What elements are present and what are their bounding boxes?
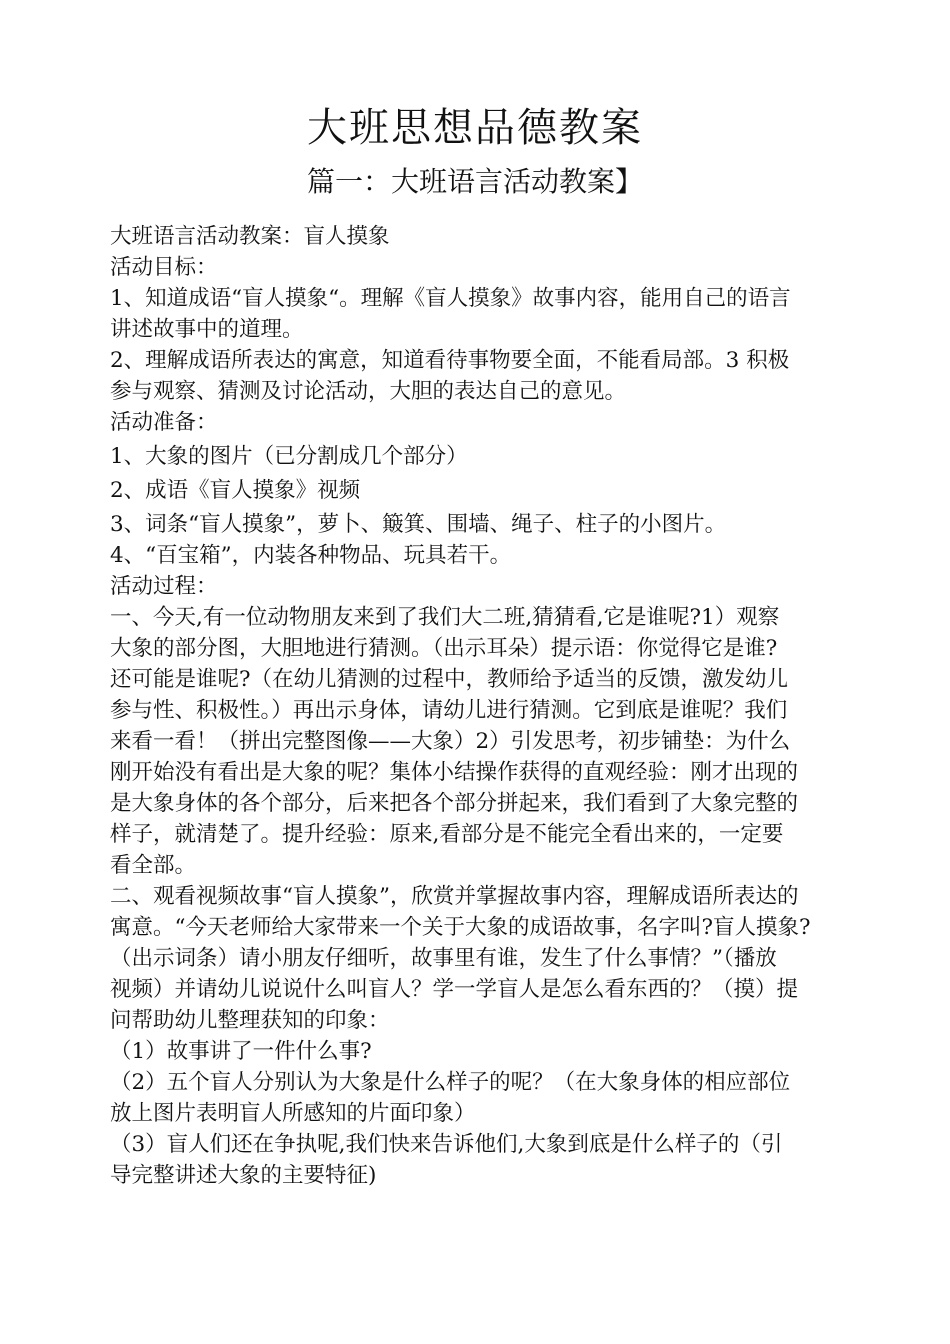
text-line: 3、词条“盲人摸象”，萝卜、簸箕、围墙、绳子、柱子的小图片。 bbox=[110, 512, 727, 537]
text-line: 1、知道成语“盲人摸象“。理解《盲人摸象》故事内容，能用自己的语言 bbox=[110, 286, 791, 311]
text-line: 视频）并请幼儿说说什么叫盲人？学一学盲人是怎么看东西的？（摸）提 bbox=[110, 977, 799, 1002]
text-line: （出示词条）请小朋友仔细听，故事里有谁，发生了什么事情？”（播放 bbox=[110, 946, 777, 971]
text-line: 活动过程： bbox=[110, 574, 218, 599]
text-line: （1）故事讲了一件什么事? bbox=[110, 1039, 372, 1064]
text-line: 寓意。“今天老师给大家带来一个关于大象的成语故事，名字叫?盲人摸象? bbox=[110, 915, 811, 940]
text-line: 样子，就清楚了。提升经验：原来,看部分是不能完全看出来的，一定要 bbox=[110, 822, 784, 847]
text-line: 参与性、积极性。）再出示身体，请幼儿进行猜测。它到底是谁呢？我们 bbox=[110, 698, 788, 723]
text-line: 参与观察、猜测及讨论活动，大胆的表达自己的意见。 bbox=[110, 379, 627, 404]
text-line: 还可能是谁呢?（在幼儿猜测的过程中，教师给予适当的反馈，激发幼儿 bbox=[110, 667, 789, 692]
text-line: 大班语言活动教案：盲人摸象 bbox=[110, 224, 390, 249]
text-line: （3）盲人们还在争执呢,我们快来告诉他们,大象到底是什么样子的（引 bbox=[110, 1132, 783, 1157]
text-line: 活动准备： bbox=[110, 410, 218, 435]
text-line: 2、理解成语所表达的寓意，知道看待事物要全面，不能看局部。3 积极 bbox=[110, 348, 790, 373]
document-title: 大班思想品德教案 bbox=[307, 105, 643, 151]
text-line: 讲述故事中的道理。 bbox=[110, 317, 304, 342]
text-line: 放上图片表明盲人所感知的片面印象） bbox=[110, 1101, 476, 1126]
text-line: 2、成语《盲人摸象》视频 bbox=[110, 478, 361, 503]
text-line: 二、观看视频故事“盲人摸象”，欣赏并掌握故事内容，理解成语所表达的 bbox=[110, 884, 799, 909]
text-line: 大象的部分图，大胆地进行猜测。（出示耳朵）提示语：你觉得它是谁? bbox=[110, 636, 778, 661]
text-line: （2）五个盲人分别认为大象是什么样子的呢？（在大象身体的相应部位 bbox=[110, 1070, 791, 1095]
document-body bbox=[110, 221, 870, 1191]
text-line: 是大象身体的各个部分，后来把各个部分拼起来，我们看到了大象完整的 bbox=[110, 791, 799, 816]
document-subtitle: 篇一：大班语言活动教案】 bbox=[306, 165, 643, 198]
text-line: 4、“百宝箱”，内装各种物品、玩具若干。 bbox=[110, 543, 512, 568]
text-line: 活动目标： bbox=[110, 255, 218, 280]
text-line: 看全部。 bbox=[110, 853, 197, 878]
text-line: 一、今天,有一位动物朋友来到了我们大二班,猜猜看,它是谁呢?1）观察 bbox=[110, 605, 780, 630]
text-line: 来看一看！（拼出完整图像——大象）2）引发思考，初步铺垫：为什么 bbox=[110, 729, 791, 754]
text-line: 导完整讲述大象的主要特征) bbox=[110, 1163, 377, 1188]
text-line: 刚开始没有看出是大象的呢？集体小结操作获得的直观经验：刚才出现的 bbox=[110, 760, 799, 785]
text-line: 1、大象的图片（已分割成几个部分） bbox=[110, 444, 468, 469]
text-line: 问帮助幼儿整理获知的印象： bbox=[110, 1008, 390, 1033]
